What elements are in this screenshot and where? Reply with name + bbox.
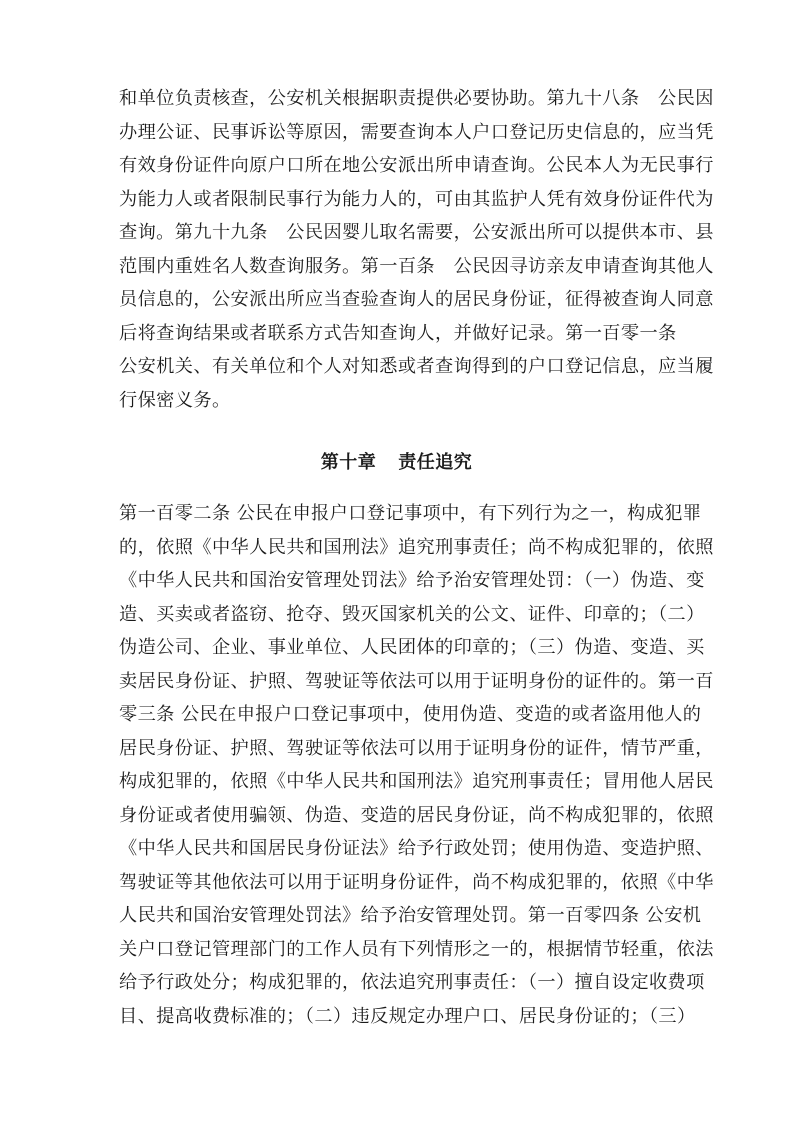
text-line: 目、提高收费标准的；（二）违反规定办理户口、居民身份证的；（三） [119,1005,696,1027]
chapter-number: 第十章 [320,452,377,473]
text-line: 的，依照《中华人民共和国刑法》追究刑事责任；尚不构成犯罪的，依照 [119,536,714,558]
text-line: 和单位负责核查，公安机关根据职责提供必要协助。第九十八条 公民因 [119,88,714,109]
paragraph-registration-queries [119,82,714,417]
text-line: 《中华人民共和国居民身份证法》给予行政处罚；使用伪造、变造护照、 [119,838,714,859]
text-line: 《中华人民共和国治安管理处罚法》给予治安管理处罚：（一）伪造、变 [119,570,705,591]
text-line: 构成犯罪的，依照《中华人民共和国刑法》追究刑事责任；冒用他人居民 [119,771,714,792]
text-line: 有效身份证件向原户口所在地公安派出所申请查询。公民本人为无民事行 [119,155,714,176]
paragraph-liability [119,497,714,1033]
text-line: 居民身份证、护照、驾驶证等依法可以用于证明身份的证件，情节严重， [119,737,714,759]
text-line: 给予行政处分；构成犯罪的，依法追究刑事责任：（一）擅自设定收费项 [119,972,705,993]
text-line: 零三条 公民在申报户口登记事项中，使用伪造、变造的或者盗用他人的 [119,704,702,725]
text-line: 行保密义务。 [119,389,231,411]
text-line: 为能力人或者限制民事行为能力人的，可由其监护人凭有效身份证件代为 [119,188,714,210]
text-line: 伪造公司、企业、事业单位、人民团体的印章的；（三）伪造、变造、买 [119,637,705,658]
text-line: 查询。第九十九条 公民因婴儿取名需要，公安派出所可以提供本市、县 [119,222,714,243]
text-line: 人民共和国治安管理处罚法》给予治安管理处罚。第一百零四条 公安机 [119,905,702,926]
text-line: 卖居民身份证、护照、驾驶证等依法可以用于证明身份的证件的。第一百 [119,670,714,692]
chapter-heading [0,448,793,478]
text-line: 驾驶证等其他依法可以用于证明身份证件，尚不构成犯罪的，依照《中华 [119,871,714,893]
chapter-title: 责任追究 [398,452,473,473]
text-line: 造、买卖或者盗窃、抢夺、毁灭国家机关的公文、证件、印章的；（二） [119,603,705,625]
text-line: 第一百零二条 公民在申报户口登记事项中，有下列行为之一，构成犯罪 [119,503,702,524]
text-line: 后将查询结果或者联系方式告知查询人，并做好记录。第一百零一条 [119,322,677,344]
text-line: 办理公证、民事诉讼等原因，需要查询本人户口登记历史信息的，应当凭 [119,121,714,143]
text-line: 身份证或者使用骗领、伪造、变造的居民身份证，尚不构成犯罪的，依照 [119,804,714,826]
text-line: 范围内重姓名人数查询服务。第一百条 公民因寻访亲友申请查询其他人 [119,255,714,277]
text-line: 公安机关、有关单位和个人对知悉或者查询得到的户口登记信息，应当履 [119,356,714,377]
text-line: 关户口登记管理部门的工作人员有下列情形之一的，根据情节轻重，依法 [119,938,714,960]
text-line: 员信息的，公安派出所应当查验查询人的居民身份证，征得被查询人同意 [119,289,714,310]
